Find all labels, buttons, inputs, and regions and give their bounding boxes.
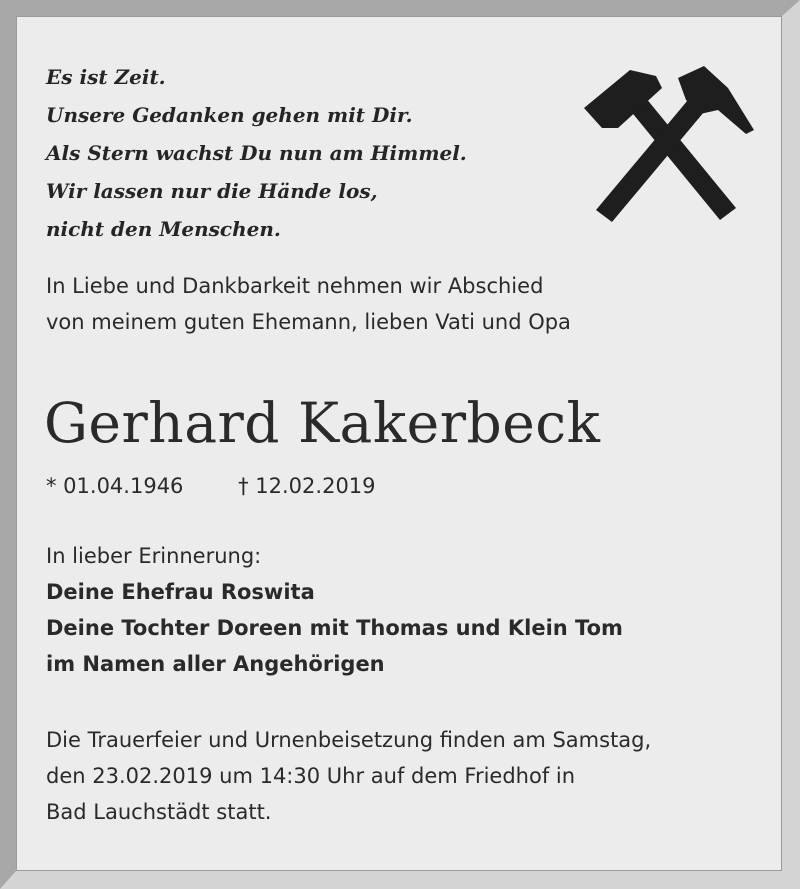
service-details: [46, 722, 651, 830]
mourner-line: Deine Ehefrau Roswita: [46, 580, 315, 604]
poem-line: nicht den Menschen.: [46, 217, 281, 241]
poem-line: Es ist Zeit.: [46, 65, 166, 89]
service-line: Die Trauerfeier und Urnenbeisetzung finden am Samstag,: [46, 728, 652, 752]
death-date: † 12.02.2019: [238, 474, 376, 498]
intro-line: von meinem guten Ehemann, lieben Vati und Opa: [46, 310, 571, 334]
memory-heading: In lieber Erinnerung:: [46, 544, 262, 568]
birth-date: * 01.04.1946: [46, 474, 184, 498]
deceased-name: Gerhard Kakerbeck: [44, 391, 601, 455]
mourner-line: Deine Tochter Doreen mit Thomas und Klein Tom: [46, 616, 623, 640]
life-dates: [46, 470, 376, 502]
service-line: den 23.02.2019 um 14:30 Uhr auf dem Friedhof in: [46, 764, 576, 788]
mourners: [46, 538, 623, 682]
poem-line: Als Stern wachst Du nun am Himmel.: [46, 141, 467, 165]
farewell-intro: [46, 268, 571, 340]
poem-line: Unsere Gedanken gehen mit Dir.: [46, 103, 413, 127]
crossed-hammers-icon: [578, 58, 760, 228]
service-line: Bad Lauchstädt statt.: [46, 800, 272, 824]
poem-line: Wir lassen nur die Hände los,: [46, 179, 378, 203]
mourner-line: im Namen aller Angehörigen: [46, 652, 385, 676]
intro-line: In Liebe und Dankbarkeit nehmen wir Abschied: [46, 274, 544, 298]
poem: [46, 58, 467, 248]
